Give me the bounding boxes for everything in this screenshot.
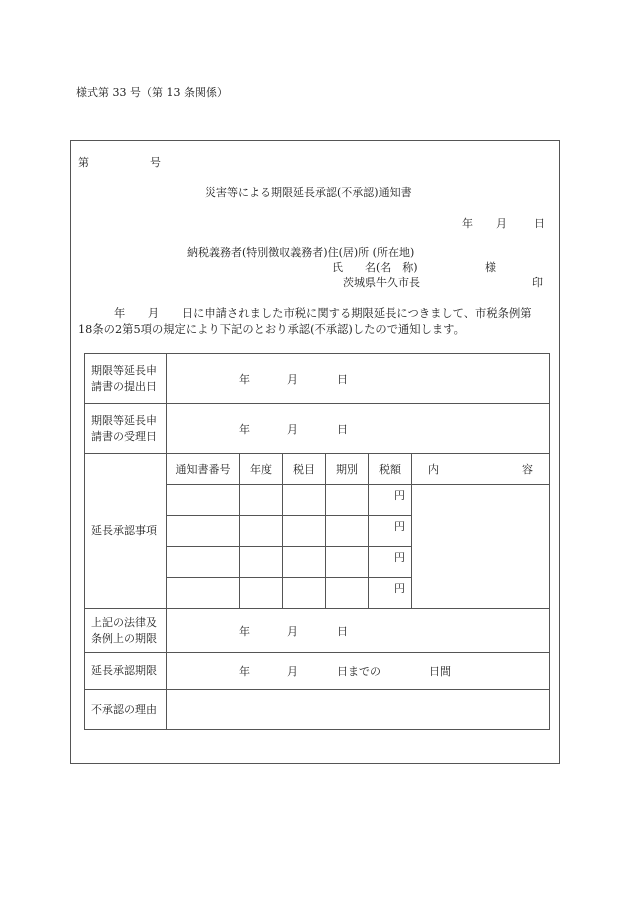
seal-mark: 印 bbox=[532, 276, 543, 289]
header-period: 期別 bbox=[326, 454, 369, 485]
body-text-line1: 年 月 日に申請されました市税に関する期限延長につきまして、市税条例第 bbox=[114, 307, 532, 320]
addressee-honorific: 様 bbox=[485, 261, 496, 274]
approved-period-field[interactable]: 年 月 日までの 日間 bbox=[167, 653, 550, 690]
header-contents: 内 容 bbox=[412, 454, 550, 485]
cell-period[interactable] bbox=[326, 516, 369, 547]
cell-tax-item[interactable] bbox=[283, 578, 326, 609]
date-month: 月 bbox=[496, 217, 507, 230]
legal-deadline-label: 上記の法律及 条例上の期限 bbox=[85, 609, 167, 653]
cell-period[interactable] bbox=[326, 547, 369, 578]
cell-contents[interactable] bbox=[412, 485, 550, 609]
doc-number-prefix: 第 bbox=[78, 156, 89, 169]
cell-fiscal-year[interactable] bbox=[240, 578, 283, 609]
row-receipt-date bbox=[85, 404, 550, 454]
cell-notice-number[interactable] bbox=[167, 485, 240, 516]
cell-tax-item[interactable] bbox=[283, 516, 326, 547]
row-submit-date bbox=[85, 354, 550, 404]
date-day: 日 bbox=[534, 217, 545, 230]
rejection-reason-field[interactable] bbox=[167, 690, 550, 730]
issuer-name: 茨城県牛久市長 bbox=[343, 276, 420, 289]
cell-period[interactable] bbox=[326, 485, 369, 516]
body-text-line2: 18条の2第5項の規定により下記のとおり承認(不承認)したので通知します。 bbox=[78, 323, 465, 336]
cell-notice-number[interactable] bbox=[167, 547, 240, 578]
header-tax-item: 税目 bbox=[283, 454, 326, 485]
cell-period[interactable] bbox=[326, 578, 369, 609]
form-label: 様式第 33 号（第 13 条関係） bbox=[76, 86, 228, 99]
cell-fiscal-year[interactable] bbox=[240, 516, 283, 547]
row-legal-deadline bbox=[85, 609, 550, 653]
cell-tax-item[interactable] bbox=[283, 547, 326, 578]
date-year: 年 bbox=[462, 217, 473, 230]
items-header-row bbox=[85, 454, 550, 485]
submit-date-label: 期限等延長申 請書の提出日 bbox=[85, 354, 167, 404]
header-notice-number: 通知書番号 bbox=[167, 454, 240, 485]
cell-notice-number[interactable] bbox=[167, 516, 240, 547]
addressee-name: 氏 名(名 称) bbox=[332, 261, 418, 274]
receipt-date-label: 期限等延長申 請書の受理日 bbox=[85, 404, 167, 454]
legal-deadline-field[interactable]: 年 月 日 bbox=[167, 609, 550, 653]
cell-tax-amount[interactable]: 円 bbox=[369, 578, 412, 609]
cell-notice-number[interactable] bbox=[167, 578, 240, 609]
cell-tax-amount[interactable]: 円 bbox=[369, 516, 412, 547]
rejection-reason-label: 不承認の理由 bbox=[85, 690, 167, 730]
header-tax-amount: 税額 bbox=[369, 454, 412, 485]
cell-fiscal-year[interactable] bbox=[240, 485, 283, 516]
header-fiscal-year: 年度 bbox=[240, 454, 283, 485]
approved-period-label: 延長承認期限 bbox=[85, 653, 167, 690]
submit-date-field[interactable]: 年 月 日 bbox=[167, 354, 550, 404]
extension-items-label: 延長承認事項 bbox=[85, 454, 167, 609]
doc-number-suffix: 号 bbox=[150, 156, 161, 169]
cell-tax-amount[interactable]: 円 bbox=[369, 547, 412, 578]
document-title: 災害等による期限延長承認(不承認)通知書 bbox=[205, 186, 412, 199]
approval-table bbox=[84, 353, 550, 730]
receipt-date-field[interactable]: 年 月 日 bbox=[167, 404, 550, 454]
row-approved-period bbox=[85, 653, 550, 690]
addressee-address: 納税義務者(特別徴収義務者)住(居)所 (所在地) bbox=[187, 246, 415, 259]
cell-fiscal-year[interactable] bbox=[240, 547, 283, 578]
cell-tax-item[interactable] bbox=[283, 485, 326, 516]
cell-tax-amount[interactable]: 円 bbox=[369, 485, 412, 516]
row-rejection-reason bbox=[85, 690, 550, 730]
